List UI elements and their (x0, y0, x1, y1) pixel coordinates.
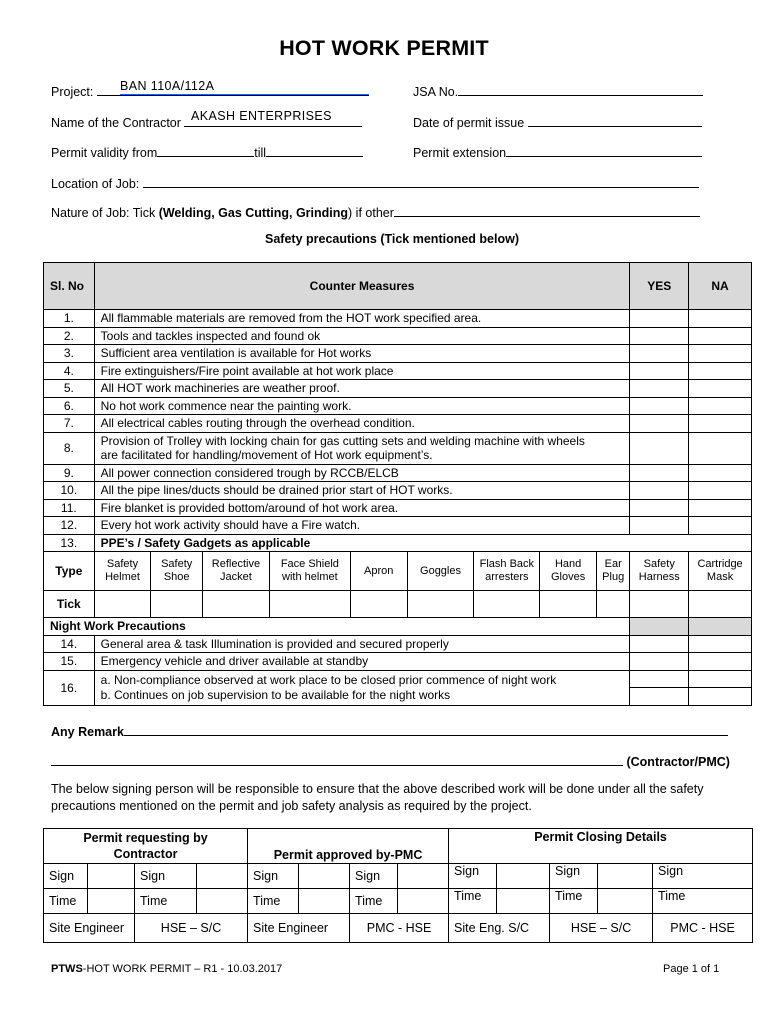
sign-label: Sign (44, 864, 88, 889)
table-row (44, 380, 752, 398)
table-row (44, 362, 752, 380)
time-label: Time (44, 889, 88, 914)
time-label: Time (653, 889, 753, 914)
ppe-tick-label: Tick (44, 591, 95, 618)
row-text: All electrical cables routing through the overhead condition. (94, 415, 630, 433)
time-label: Time (449, 889, 497, 914)
sign-cell[interactable] (497, 864, 550, 889)
role-closing-hse-sc: HSE – S/C (550, 914, 653, 943)
project-label: Project: (51, 85, 94, 99)
ppe-tick-cell[interactable] (350, 591, 407, 618)
ppe-item: Face Shield with helmet (269, 552, 350, 591)
counter-measures-header: Counter Measures (94, 263, 630, 310)
role-hse-sc: HSE – S/C (135, 914, 248, 943)
table-header-row (44, 263, 752, 310)
sign-row (44, 864, 753, 889)
responsibility-text (51, 781, 703, 814)
date-issue-label: Date of permit issue (413, 116, 525, 130)
ppe-tick-cell[interactable] (151, 591, 203, 618)
row-number: 6. (44, 397, 95, 415)
validity-field (51, 143, 363, 160)
ppe-item: Goggles (407, 552, 474, 591)
page-title: HOT WORK PERMIT (279, 36, 489, 60)
remark-line-2-field (51, 752, 730, 769)
na-cell[interactable] (689, 397, 752, 415)
remark-label: Any Remark (51, 725, 124, 739)
role-closing-pmc-hse: PMC - HSE (653, 914, 753, 943)
table-row (44, 635, 752, 653)
na-cell[interactable] (689, 482, 752, 500)
row-text-line: a. Non-compliance observed at work place to be closed prior commence of night work (100, 673, 557, 687)
table-row (44, 397, 752, 415)
precautions-table (43, 262, 752, 706)
na-cell[interactable] (689, 310, 752, 328)
row-text: General area & task Illumination is provided and secured properly (94, 635, 630, 653)
time-label: Time (350, 889, 398, 914)
time-label: Time (248, 889, 299, 914)
row-text: Every hot work activity should have a Fire watch. (94, 517, 630, 535)
table-row (44, 670, 752, 688)
responsibility-line: The below signing person will be responsible to ensure that the above described work will be done under all the safety (51, 782, 704, 796)
yes-cell[interactable] (630, 415, 689, 433)
ppe-tick-cell[interactable] (407, 591, 474, 618)
time-cell[interactable] (598, 889, 653, 914)
na-cell[interactable] (689, 380, 752, 398)
permit-approved-header: Permit approved by-PMC (248, 829, 449, 864)
yes-cell[interactable] (630, 327, 689, 345)
responsibility-line: precautions mentioned on the permit and job safety analysis as required by the project. (51, 798, 532, 813)
ppe-type-row (44, 552, 752, 591)
na-cell[interactable] (689, 653, 752, 671)
ppe-item: Safety Helmet (94, 552, 151, 591)
jsa-label: JSA No. (413, 85, 459, 99)
sign-cell[interactable] (398, 864, 449, 889)
ppe-item: Safety Harness (630, 552, 689, 591)
time-label: Time (550, 889, 598, 914)
yes-cell[interactable] (630, 517, 689, 535)
validity-till-label: till (254, 146, 267, 160)
row-text (94, 432, 630, 464)
night-heading: Night Work Precautions (44, 618, 630, 636)
row-text: All flammable materials are removed from the HOT work specified area. (94, 310, 630, 328)
sign-label: Sign (350, 864, 398, 889)
row-number: 12. (44, 517, 95, 535)
ppe-tick-cell[interactable] (203, 591, 270, 618)
yes-cell[interactable] (630, 362, 689, 380)
permit-requesting-line: Contractor (113, 847, 178, 861)
table-row (44, 517, 752, 535)
table-row (44, 345, 752, 363)
sign-label: Sign (248, 864, 299, 889)
na-cell[interactable] (689, 345, 752, 363)
signature-table (43, 828, 753, 943)
date-issue-line[interactable] (528, 113, 702, 127)
ppe-tick-cell[interactable] (596, 591, 629, 618)
row-text-line: b. Continues on job supervision to be available for the night works (100, 687, 451, 702)
na-header: NA (689, 263, 752, 310)
sign-cell[interactable] (197, 864, 248, 889)
role-site-engineer: Site Engineer (44, 914, 135, 943)
role-site-engineer-pmc: Site Engineer (248, 914, 350, 943)
permit-requesting-header (44, 829, 248, 864)
row-text: All the pipe lines/ducts should be drained prior start of HOT works. (94, 482, 630, 500)
yes-cell[interactable] (630, 499, 689, 517)
footer-page: Page 1 of 1 (663, 963, 720, 975)
na-cell[interactable] (689, 327, 752, 345)
contractor-value[interactable]: AKASH ENTERPRISES (191, 109, 332, 123)
row-number: 10. (44, 482, 95, 500)
role-row (44, 914, 753, 943)
row-number: 13. (44, 534, 95, 552)
ppe-item: Safety Shoe (151, 552, 203, 591)
yes-cell[interactable] (630, 380, 689, 398)
ppe-tick-row (44, 591, 752, 618)
validity-till-line[interactable] (266, 143, 363, 157)
ppe-item: Ear Plug (596, 552, 629, 591)
location-label: Location of Job: (51, 177, 140, 191)
row-text-line: are facilitated for handling/movement of Hot work equipment’s. (100, 448, 433, 462)
contractor-pmc-label: (Contractor/PMC) (626, 755, 730, 769)
yes-cell[interactable] (630, 482, 689, 500)
row-text: Sufficient area ventilation is available for Hot works (94, 345, 630, 363)
yes-cell[interactable] (630, 653, 689, 671)
remark-line[interactable] (124, 722, 728, 736)
sign-label: Sign (653, 864, 753, 889)
table-row (44, 415, 752, 433)
nature-other-line[interactable] (394, 203, 700, 217)
table-row (44, 653, 752, 671)
table-row (44, 432, 752, 464)
ppe-item: Flash Back arresters (474, 552, 540, 591)
row-text: All HOT work machineries are weather proof. (94, 380, 630, 398)
nature-prefix: Nature of Job: Tick (51, 206, 159, 220)
row-text: Fire extinguishers/Fire point available at hot work place (94, 362, 630, 380)
time-cell[interactable] (497, 889, 550, 914)
yes-header: YES (630, 263, 689, 310)
yes-cell[interactable] (630, 464, 689, 482)
remark-field (51, 722, 728, 739)
sign-cell[interactable] (299, 864, 350, 889)
row-number: 4. (44, 362, 95, 380)
sign-label: Sign (449, 864, 497, 889)
sl-no-header: Sl. No (44, 263, 95, 310)
row-text: All power connection considered trough by RCCB/ELCB (94, 464, 630, 482)
sign-header-row (44, 829, 753, 864)
row-number: 5. (44, 380, 95, 398)
footer-text: -HOT WORK PERMIT – R1 - 10.03.2017 (82, 963, 283, 975)
ppe-type-label: Type (44, 552, 95, 591)
time-row (44, 889, 753, 914)
footer-doc-ref (51, 963, 282, 975)
ppe-tick-cell[interactable] (540, 591, 597, 618)
ppe-tick-cell[interactable] (94, 591, 151, 618)
nature-suffix: ) if other (348, 206, 394, 220)
row-text: Emergency vehicle and driver available at standby (94, 653, 630, 671)
na-cell[interactable] (689, 688, 752, 706)
remark-line-2[interactable] (51, 752, 623, 766)
row-text: Fire blanket is provided bottom/around of hot work area. (94, 499, 630, 517)
na-cell[interactable] (689, 635, 752, 653)
role-pmc-hse: PMC - HSE (350, 914, 449, 943)
ppe-item: Hand Gloves (540, 552, 597, 591)
time-label: Time (135, 889, 197, 914)
contractor-label: Name of the Contractor (51, 116, 181, 130)
table-row (44, 464, 752, 482)
nature-field (51, 203, 700, 220)
row-number: 2. (44, 327, 95, 345)
na-cell (689, 618, 752, 636)
yes-cell[interactable] (630, 397, 689, 415)
time-cell[interactable] (299, 889, 350, 914)
na-cell[interactable] (689, 517, 752, 535)
validity-from-line[interactable] (157, 143, 254, 157)
row-number: 16. (44, 670, 95, 705)
ppe-tick-cell[interactable] (474, 591, 540, 618)
sign-cell[interactable] (88, 864, 135, 889)
yes-cell[interactable] (630, 432, 689, 464)
location-line[interactable] (143, 174, 699, 188)
extension-field (413, 143, 702, 160)
jsa-line[interactable] (458, 82, 703, 96)
sign-cell[interactable] (598, 864, 653, 889)
row-number: 15. (44, 653, 95, 671)
time-cell[interactable] (398, 889, 449, 914)
row-number: 3. (44, 345, 95, 363)
row-text (94, 670, 630, 705)
ppe-item: Cartridge Mask (689, 552, 752, 591)
role-site-eng-sc: Site Eng. S/C (449, 914, 550, 943)
row-number: 7. (44, 415, 95, 433)
row-text: Tools and tackles inspected and found ok (94, 327, 630, 345)
table-row (44, 534, 752, 552)
na-cell[interactable] (689, 464, 752, 482)
row-number: 1. (44, 310, 95, 328)
table-row (44, 327, 752, 345)
ppe-tick-cell[interactable] (689, 591, 752, 618)
na-cell[interactable] (689, 362, 752, 380)
location-field (51, 174, 699, 191)
sign-label: Sign (135, 864, 197, 889)
row-text: No hot work commence near the painting work. (94, 397, 630, 415)
yes-cell (630, 618, 689, 636)
precautions-heading: Safety precautions (Tick mentioned below) (265, 232, 519, 246)
yes-cell[interactable] (630, 635, 689, 653)
row-text-line: Provision of Trolley with locking chain for gas cutting sets and welding machine with wheels (100, 433, 585, 448)
ppe-tick-cell[interactable] (269, 591, 350, 618)
time-cell[interactable] (88, 889, 135, 914)
row-number: 9. (44, 464, 95, 482)
yes-cell[interactable] (630, 688, 689, 706)
ppe-item: Apron (350, 552, 407, 591)
na-cell[interactable] (689, 415, 752, 433)
permit-requesting-line: Permit requesting by (83, 831, 208, 845)
table-row (44, 499, 752, 517)
nature-options: (Welding, Gas Cutting, Grinding (158, 206, 349, 220)
yes-cell[interactable] (630, 310, 689, 328)
night-heading-row (44, 618, 752, 636)
row-number: 8. (44, 432, 95, 464)
table-row (44, 482, 752, 500)
na-cell[interactable] (689, 432, 752, 464)
sign-label: Sign (550, 864, 598, 889)
table-row (44, 310, 752, 328)
footer-code: PTWS (51, 963, 83, 975)
na-cell[interactable] (689, 499, 752, 517)
validity-from-label: Permit validity from (51, 146, 158, 160)
row-number: 11. (44, 499, 95, 517)
jsa-field (413, 82, 703, 99)
extension-label: Permit extension (413, 146, 507, 160)
yes-cell[interactable] (630, 345, 689, 363)
ppe-tick-cell[interactable] (630, 591, 689, 618)
permit-closing-header: Permit Closing Details (449, 829, 753, 864)
na-cell[interactable] (689, 670, 752, 688)
ppe-item: Reflective Jacket (203, 552, 270, 591)
row-number: 14. (44, 635, 95, 653)
project-value[interactable]: BAN 110A/112A (120, 79, 369, 95)
ppe-heading: PPE’s / Safety Gadgets as applicable (94, 534, 751, 552)
yes-cell[interactable] (630, 670, 689, 688)
date-issue-field (413, 113, 702, 130)
time-cell[interactable] (197, 889, 248, 914)
extension-line[interactable] (506, 143, 702, 157)
